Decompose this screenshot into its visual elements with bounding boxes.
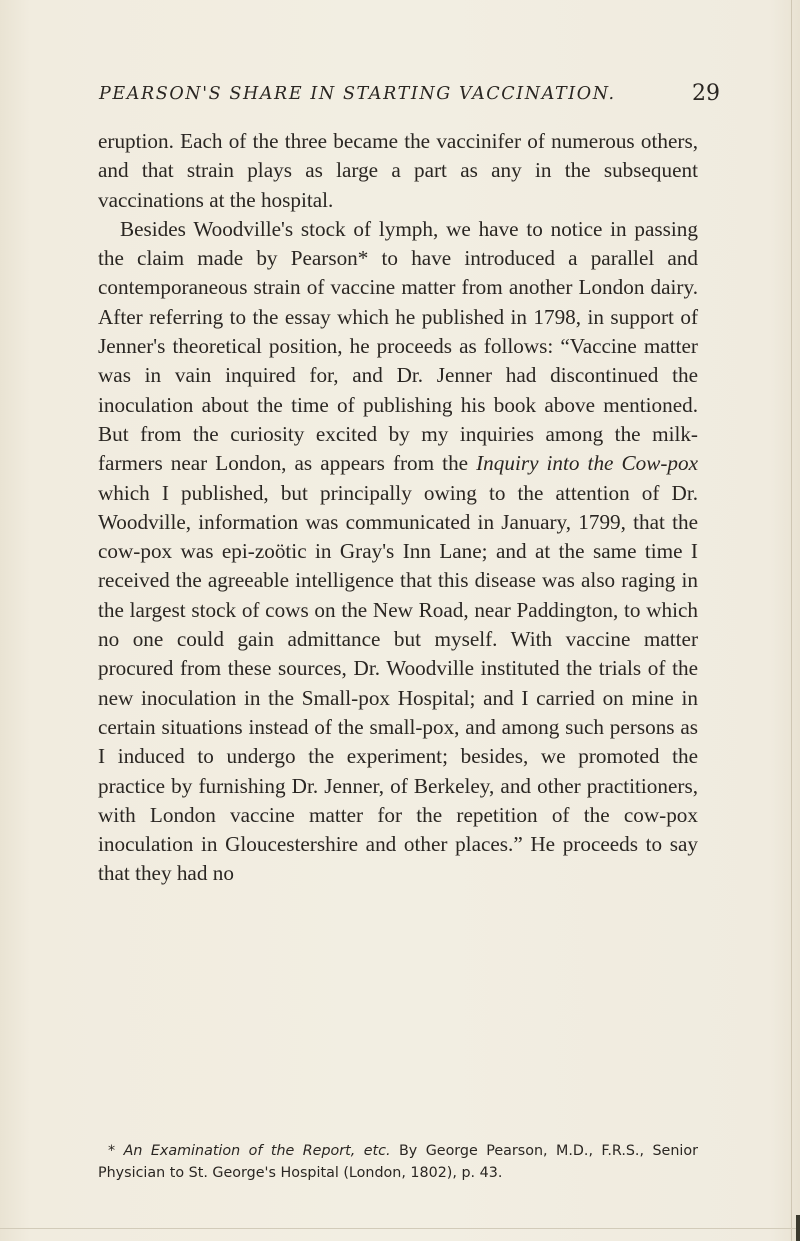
paragraph-1: eruption. Each of the three became the vaccinifer of numerous others, and that strain plays as large a part as any in the subsequent vaccinations at the hospital.	[98, 129, 698, 212]
footnote-line	[98, 1140, 698, 1184]
footnote-text: By George Pearson, M.D., F.R.S., Senior Physician to St. George's Hospital (London, 1802), p. 43.	[98, 1143, 698, 1181]
paragraph-2-part-b: which I published, but principally owing to the attention of Dr. Woodville, information was communicated in January, 1799, that the cow-pox was epi-zoötic in Gray's Inn Lane; and at the same time I received the agreeable intelligence that this disease was also raging in the largest stock of cows on the New Road, near Paddington, to which no one could gain admittance but myself. With vaccine matter procured from these sources, Dr. Woodville instituted the trials of the new inoculation in the Small-pox Hospital; and I carried on mine in certain situations instead of the small-pox, and among such persons as I induced to undergo the experiment; besides, we promoted the practice by furnishing Dr. Jenner, of Berkeley, and other practitioners, with London vaccine matter for the repetition of the cow-pox inoculation in Gloucestershire and other places.” He proceeds to say that they had no	[98, 480, 698, 886]
page-bottom-edge	[0, 1228, 800, 1229]
binding-mark	[796, 1215, 800, 1241]
footnote-title: An Examination of the Report, etc.	[123, 1143, 391, 1159]
page-number: 29	[692, 81, 720, 106]
running-header	[99, 81, 720, 106]
footnote	[98, 1140, 698, 1184]
running-title: PEARSON'S SHARE IN STARTING VACCINATION.	[99, 84, 616, 104]
footnote-marker: *	[108, 1143, 124, 1159]
paragraph-2-part-a: Besides Woodville's stock of lymph, we have to notice in passing the claim made by Pearson* to have introduced a parallel and contemporaneous strain of vaccine matter from another London dairy. After referring to the essay which he published in 1798, in support of Jenner's theoretical position, he proceeds as follows: “Vaccine matter was in vain inquired for, and Dr. Jenner had discontinued the inoculation about the time of publishing his book above mentioned. But from the curiosity excited by my inquiries among the milk-farmers near London, as appears from the	[98, 216, 698, 476]
body-text	[98, 127, 698, 889]
page-edge	[791, 0, 792, 1241]
paragraph-2	[98, 215, 698, 889]
book-title-italic: Inquiry into the Cow-pox	[476, 451, 698, 476]
